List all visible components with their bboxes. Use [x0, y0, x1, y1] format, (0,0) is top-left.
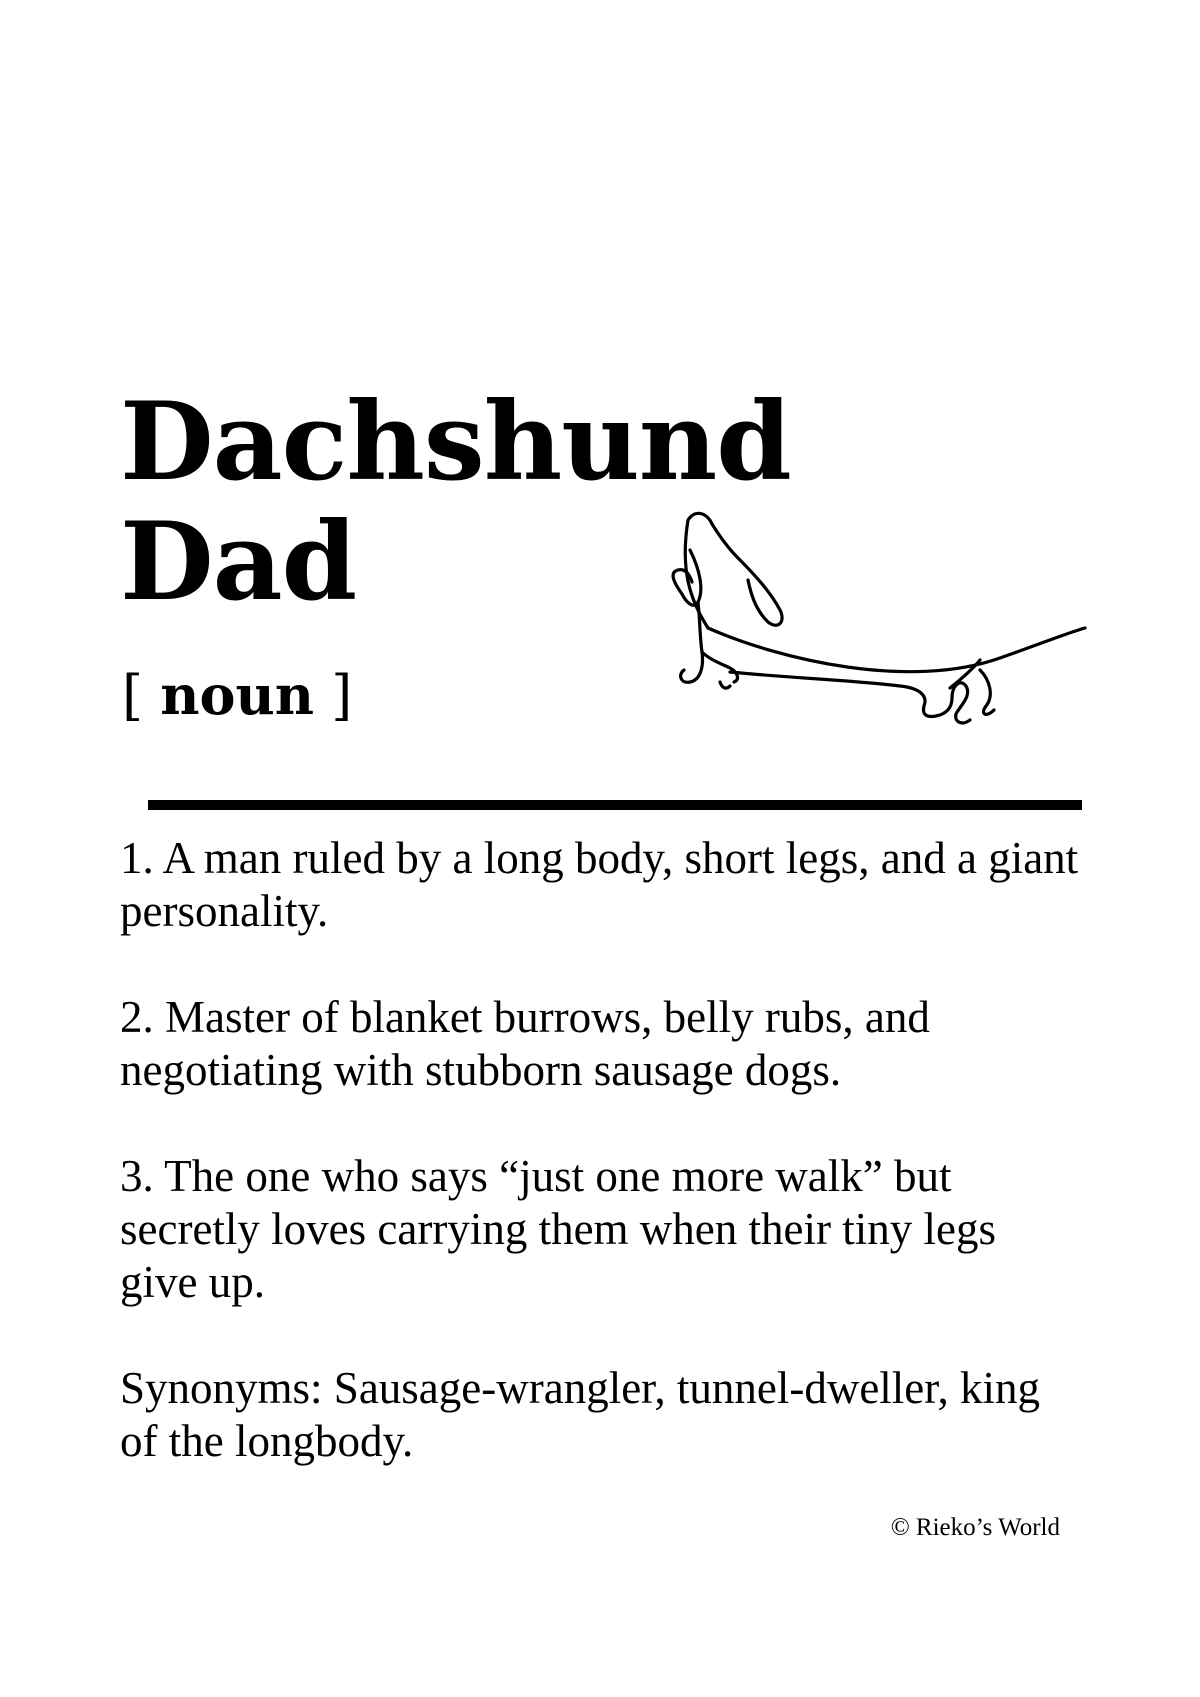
definition-2: 2. Master of blanket burrows, belly rubs, and negotiating with stubborn sausage dogs. [120, 992, 930, 1095]
definitions-block [120, 832, 1080, 1521]
pos-open-bracket: [ [122, 664, 144, 727]
definition-3: 3. The one who says “just one more walk” but secretly loves carrying them when their tiny legs give up. [120, 1151, 996, 1307]
title-line-1: Dachshund [120, 379, 791, 505]
divider-rule [148, 800, 1082, 810]
dachshund-line-drawing-icon [660, 510, 1100, 790]
title-line-2: Dad [120, 499, 357, 625]
copyright-credit: © Rieko’s World [890, 1514, 1060, 1541]
part-of-speech [122, 660, 352, 731]
pos-close-bracket: ] [331, 664, 353, 727]
pos-word: noun [160, 663, 315, 727]
synonyms: Synonyms: Sausage-wrangler, tunnel-dweller, king of the longbody. [120, 1363, 1040, 1466]
definition-1: 1. A man ruled by a long body, short legs, and a giant personality. [120, 833, 1079, 936]
